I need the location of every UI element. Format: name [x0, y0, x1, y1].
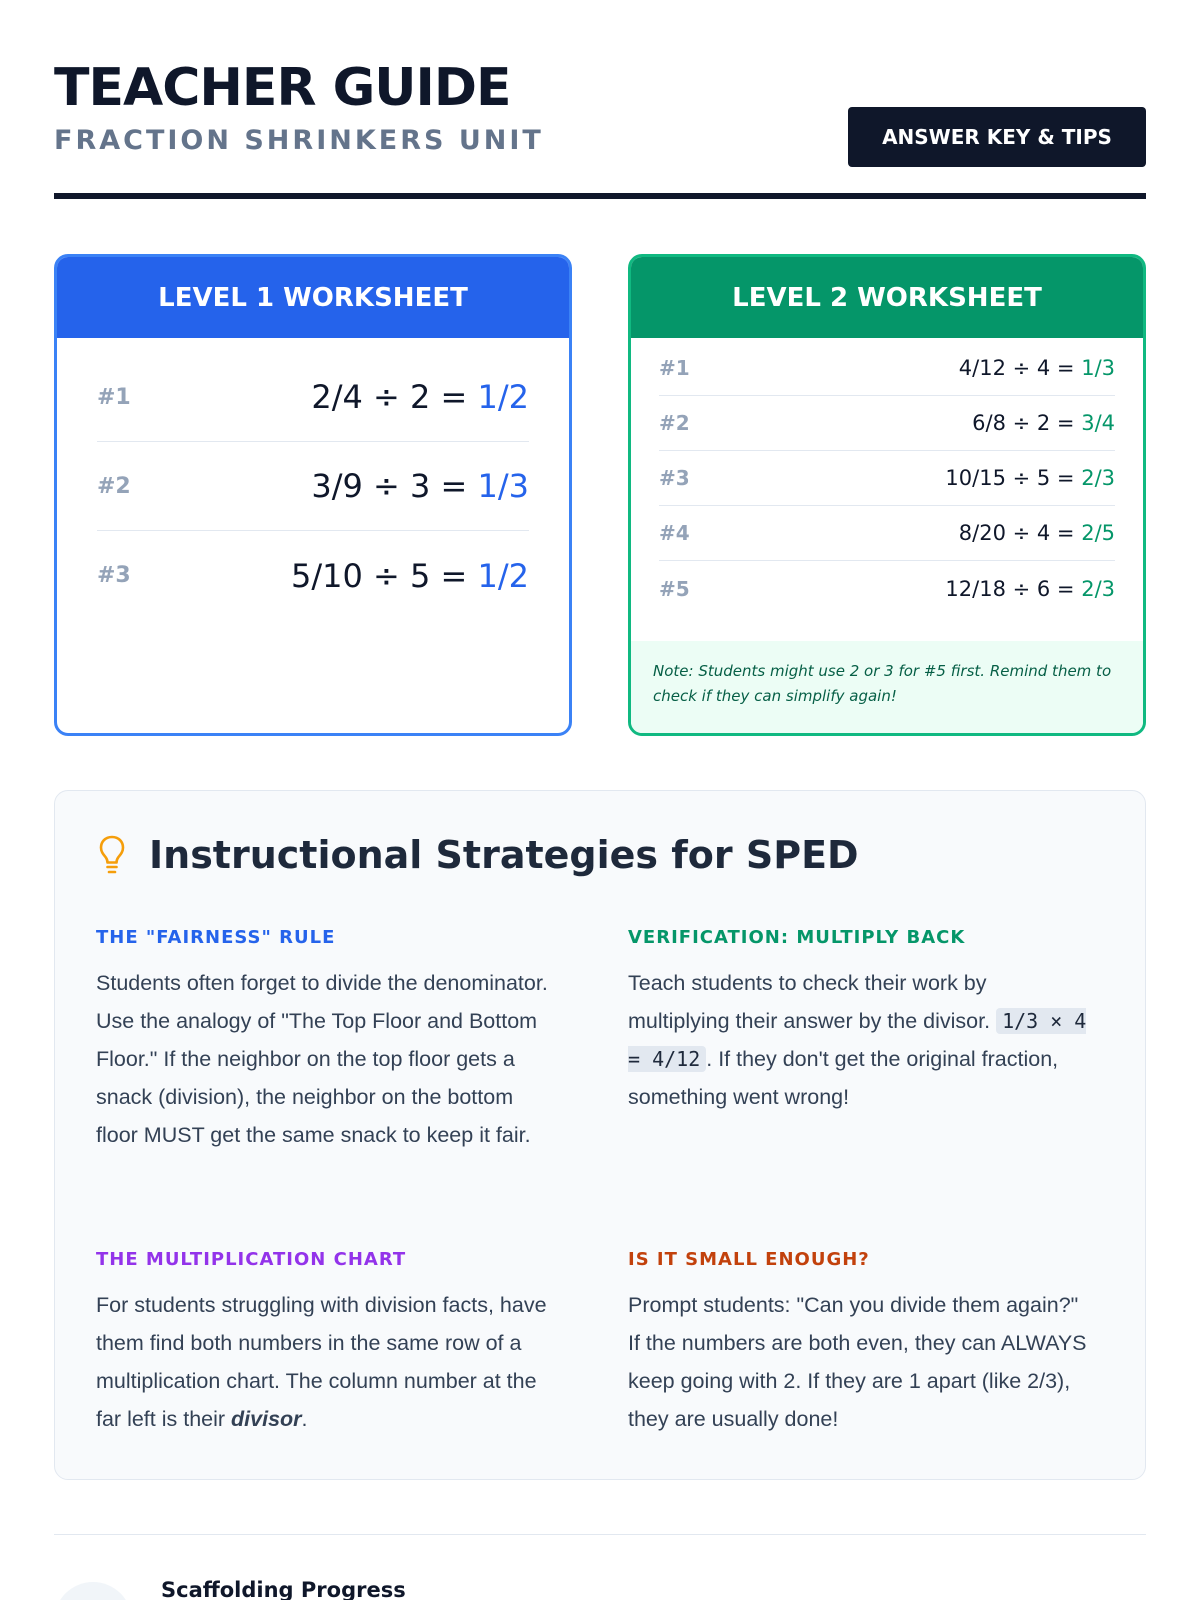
page-title: TEACHER GUIDE — [54, 58, 511, 118]
problem-number: #3 — [659, 466, 690, 490]
problem-row — [659, 396, 1115, 451]
level1-worksheet-card — [54, 254, 572, 736]
problem-text: 8/20 ÷ 4 = — [958, 521, 1075, 545]
problem-number: #2 — [659, 411, 690, 435]
level2-title: LEVEL 2 WORKSHEET — [631, 257, 1143, 338]
strategies-heading — [97, 833, 859, 877]
tip-text-before: Teach students to check their work by multiplying their answer by the divisor. — [628, 971, 991, 1033]
problem-row — [97, 531, 529, 620]
problem-answer: 1/2 — [477, 378, 529, 416]
problem-equation — [945, 466, 1115, 490]
problem-equation — [972, 411, 1115, 435]
problem-answer: 2/5 — [1081, 521, 1115, 545]
page-subtitle: FRACTION SHRINKERS UNIT — [54, 125, 544, 156]
problem-text: 10/15 ÷ 5 = — [945, 466, 1075, 490]
tip-heading: IS IT SMALL ENOUGH? — [628, 1249, 870, 1270]
problem-text: 12/18 ÷ 6 = — [945, 576, 1075, 601]
problem-answer: 1/2 — [477, 556, 529, 595]
problem-text: 6/8 ÷ 2 = — [972, 411, 1075, 435]
tip-text — [628, 964, 1090, 1116]
answer-key-button[interactable]: ANSWER KEY & TIPS — [848, 107, 1146, 167]
problem-row — [659, 341, 1115, 396]
progress-avatar — [54, 1582, 132, 1600]
problem-equation — [311, 378, 529, 416]
problem-row — [97, 442, 529, 531]
problem-text: 5/10 ÷ 5 = — [290, 556, 468, 595]
problem-equation — [959, 521, 1115, 545]
tip-text: Students often forget to divide the denominator. Use the analogy of "The Top Floor and Bottom Floor." If the neighbor on the top floor gets a snack (division), the neighbor on the bottom floor MUST get the same snack to keep it fair. — [96, 971, 548, 1147]
problem-row — [659, 561, 1115, 616]
tip-text: Prompt students: "Can you divide them again?" If the numbers are both even, they can ALWAYS keep going with 2. If they are 1 apart (like 2/3), they are usually done! — [628, 1293, 1087, 1431]
tip-fairness-rule — [96, 926, 558, 1154]
level2-note: Note: Students might use 2 or 3 for #5 first. Remind them to check if they can simplify again! — [631, 641, 1143, 733]
tip-multiplication-chart — [96, 1248, 558, 1438]
problem-equation — [291, 557, 529, 595]
strategies-title: Instructional Strategies for SPED — [149, 833, 859, 877]
problem-equation — [959, 356, 1115, 380]
problem-equation — [311, 467, 529, 505]
header-divider — [54, 193, 1146, 199]
problem-text: 3/9 ÷ 3 = — [311, 467, 468, 505]
level1-title: LEVEL 1 WORKSHEET — [57, 257, 569, 338]
footer-divider — [54, 1534, 1146, 1535]
problem-row — [97, 353, 529, 442]
problem-answer: 2/3 — [1081, 466, 1115, 490]
tip-text-after: . — [301, 1407, 308, 1431]
problem-number: #4 — [659, 521, 690, 545]
tip-heading: THE "FAIRNESS" RULE — [96, 927, 336, 948]
problem-equation — [945, 577, 1115, 601]
tip-text — [96, 1286, 558, 1438]
tip-code-example: 1/3 × 4 = 4/12 — [628, 1009, 1087, 1071]
problem-number: #2 — [97, 473, 131, 499]
problem-number: #3 — [97, 563, 131, 588]
tip-multiply-back — [628, 926, 1090, 1116]
level2-worksheet-card — [628, 254, 1146, 736]
problem-answer: 2/3 — [1081, 576, 1115, 601]
tip-text-before: For students struggling with division facts, have them find both numbers in the same row of a multiplication chart. The column number at the far left is their — [96, 1293, 547, 1431]
header — [54, 0, 1146, 200]
problem-answer: 1/3 — [477, 467, 529, 505]
problem-row — [659, 451, 1115, 506]
problem-answer: 1/3 — [1081, 356, 1115, 380]
tip-emphasis: divisor — [231, 1407, 302, 1431]
tip-small-enough — [628, 1248, 1090, 1438]
level2-problem-list — [631, 338, 1143, 616]
problem-number: #1 — [97, 384, 131, 410]
level1-problem-list — [57, 338, 569, 620]
problem-answer: 3/4 — [1081, 411, 1115, 435]
strategies-card — [54, 790, 1146, 1480]
problem-number: #5 — [659, 576, 690, 601]
problem-text: 4/12 ÷ 4 = — [958, 356, 1075, 380]
lightbulb-icon — [97, 834, 127, 876]
tip-text-after: . If they don't get the original fraction, something went wrong! — [628, 1047, 1059, 1109]
tip-heading: VERIFICATION: MULTIPLY BACK — [628, 927, 966, 948]
scaffolding-progress-label: Scaffolding Progress — [161, 1578, 406, 1600]
problem-row — [659, 506, 1115, 561]
problem-number: #1 — [659, 356, 690, 380]
worksheets — [54, 254, 1146, 736]
tip-heading: THE MULTIPLICATION CHART — [96, 1249, 407, 1270]
problem-text: 2/4 ÷ 2 = — [311, 378, 468, 416]
